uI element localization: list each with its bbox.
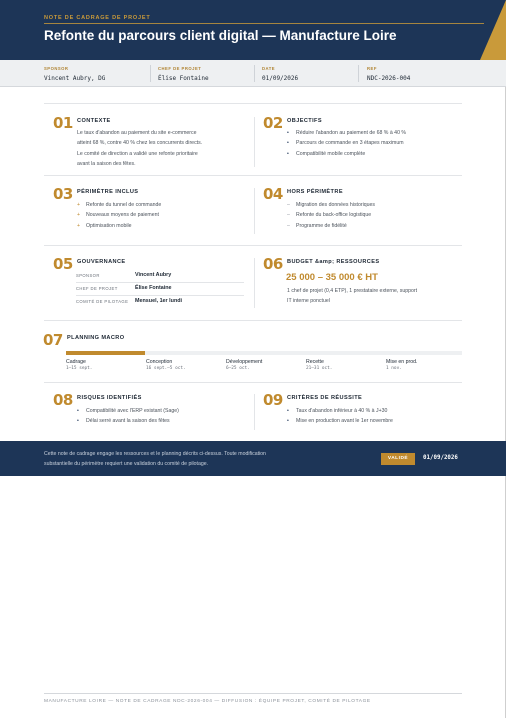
section-title-risques: RISQUES IDENTIFIÉS <box>77 395 142 401</box>
list-item: + Refonte du tunnel de commande <box>77 202 162 208</box>
document-footer: MANUFACTURE LOIRE — NOTE DE CADRAGE NDC-2026-004 — DIFFUSION : ÉQUIPE PROJET, COMITÉ DE PILOTAGE <box>44 699 371 704</box>
meta-separator <box>150 65 151 82</box>
phase-dates: 1–15 sept. <box>66 366 93 371</box>
timeline-phase <box>226 359 306 371</box>
column-divider <box>254 117 255 167</box>
governance-row <box>76 296 244 309</box>
meta-label: CHEF DE PROJET <box>158 66 202 71</box>
meta-separator <box>254 65 255 82</box>
section-number: 01 <box>53 114 73 132</box>
list-item-text: Parcours de commande en 3 étapes maximum <box>296 140 404 147</box>
list-item: • Compatibilité avec l'ERP existant (Sage) <box>77 408 179 414</box>
section-number: 04 <box>263 185 283 203</box>
list-item: + Nouveaux moyens de paiement <box>77 212 159 219</box>
governance-table <box>76 270 244 309</box>
section-number: 02 <box>263 114 283 132</box>
header-rule <box>44 23 484 24</box>
section-number: 07 <box>43 331 63 349</box>
perimetre-list <box>77 200 161 231</box>
list-item: • Mise en production avant le 1er novembre <box>287 418 393 425</box>
meta-label: DATE <box>262 66 276 71</box>
meta-label: REF <box>367 66 377 71</box>
document-header <box>0 0 506 60</box>
approval-band <box>0 441 506 476</box>
list-item-text: Compatibilité mobile complète <box>296 150 366 157</box>
governance-value: Mensuel, 1er lundi <box>135 298 183 304</box>
phase-name: Cadrage <box>66 359 86 365</box>
contexte-line: avant la saison des fêtes. <box>77 161 136 168</box>
column-divider <box>254 258 255 308</box>
list-item-text: Nouveaux moyens de paiement <box>86 212 159 219</box>
section-divider <box>44 103 462 104</box>
meta-date <box>262 66 298 82</box>
list-item: • Réduire l'abandon au paiement de 68 % à 40 % <box>287 130 407 136</box>
meta-reference <box>367 66 410 82</box>
phase-dates: 21–31 oct. <box>306 366 333 371</box>
approval-date: 01/09/2026 <box>423 455 458 461</box>
objectifs-list <box>287 128 406 159</box>
list-item: • Compatibilité mobile complète <box>287 150 366 157</box>
phase-name: Développement <box>226 359 263 365</box>
section-title-objectifs: OBJECTIFS <box>287 118 322 124</box>
meta-separator <box>358 65 359 82</box>
criteres-list <box>287 406 393 427</box>
section-title-hors-perimetre: HORS PÉRIMÈTRE <box>287 189 343 195</box>
list-item: – Programme de fidélité <box>287 222 347 229</box>
governance-key: CHEF DE PROJET <box>76 286 118 291</box>
document-kicker: NOTE DE CADRAGE DE PROJET <box>44 15 151 21</box>
section-divider <box>44 175 462 176</box>
budget-resources-text <box>287 286 462 307</box>
timeline-phase <box>66 359 146 371</box>
meta-value: Vincent Aubry, DG <box>44 75 106 82</box>
section-title-planning: PLANNING MACRO <box>67 335 125 341</box>
list-item-text: Délai serré avant la saison des fêtes <box>86 418 170 425</box>
timeline-progress-fill <box>66 351 145 355</box>
governance-value: Vincent Aubry <box>135 272 172 278</box>
contexte-line: Le taux d'abandon au paiement du site e-commerce <box>77 130 197 136</box>
validated-badge[interactable]: VALIDÉ <box>381 453 415 465</box>
section-divider <box>44 320 462 321</box>
section-number: 06 <box>263 255 283 273</box>
list-item-text: Migration des données historiques <box>296 202 376 208</box>
phase-dates: 1 nov. <box>386 366 402 371</box>
section-divider <box>44 382 462 383</box>
meta-bar <box>0 60 506 87</box>
contexte-text <box>77 128 252 170</box>
governance-key: COMITÉ DE PILOTAGE <box>76 299 129 304</box>
approval-note-line: substantielle du périmètre requiert une validation du comité de pilotage. <box>44 461 209 467</box>
meta-value: 01/09/2026 <box>262 75 299 82</box>
timeline-phase <box>386 359 466 371</box>
timeline-phase <box>146 359 226 371</box>
phase-dates: 6–25 oct. <box>226 366 250 371</box>
section-title-contexte: CONTEXTE <box>77 118 111 124</box>
hors-perimetre-list <box>287 200 375 231</box>
meta-label: SPONSOR <box>44 66 69 71</box>
budget-line: 1 chef de projet (0,4 ETP), 1 prestataire externe, support <box>287 288 418 294</box>
risques-list <box>77 406 179 427</box>
document-title: Refonte du parcours client digital — Manufacture Loire <box>44 28 397 43</box>
section-title-criteres: CRITÈRES DE RÉUSSITE <box>287 395 363 401</box>
section-number: 08 <box>53 391 73 409</box>
column-divider <box>254 394 255 430</box>
timeline-track <box>66 351 462 355</box>
list-item: + Optimisation mobile <box>77 222 132 229</box>
section-title-budget: BUDGET &amp; RESSOURCES <box>287 259 380 265</box>
meta-value: NDC-2026-004 <box>367 75 411 82</box>
column-divider <box>254 188 255 234</box>
phase-name: Conception <box>146 359 173 365</box>
list-item-text: Refonte du tunnel de commande <box>86 202 162 208</box>
header-accent-triangle <box>480 0 506 60</box>
contexte-line: Le comité de direction a validé une refonte prioritaire <box>77 150 198 157</box>
phase-name: Mise en prod. <box>386 359 418 365</box>
contexte-line: atteint 68 %, contre 40 % chez les concurrents directs. <box>77 140 203 147</box>
timeline-phase <box>306 359 386 371</box>
footer-rule <box>44 693 462 694</box>
list-item-text: Optimisation mobile <box>86 222 132 229</box>
section-number: 03 <box>53 185 73 203</box>
list-item-text: Mise en production avant le 1er novembre <box>296 418 393 425</box>
section-title-gouvernance: GOUVERNANCE <box>77 259 126 265</box>
governance-key: SPONSOR <box>76 273 100 278</box>
governance-row <box>76 270 244 283</box>
list-item: – Refonte du back-office logistique <box>287 212 372 219</box>
meta-value: Élise Fontaine <box>158 75 209 82</box>
budget-line: IT interne ponctuel <box>287 298 330 305</box>
governance-value: Élise Fontaine <box>135 285 172 291</box>
section-divider <box>44 245 462 246</box>
section-title-perimetre: PÉRIMÈTRE INCLUS <box>77 189 139 195</box>
phase-dates: 16 sept.–5 oct. <box>146 366 186 371</box>
meta-project-lead <box>158 66 209 82</box>
list-item: – Migration des données historiques <box>287 202 376 208</box>
section-number: 05 <box>53 255 73 273</box>
list-item-text: Compatibilité avec l'ERP existant (Sage) <box>86 408 179 414</box>
list-item-text: Réduire l'abandon au paiement de 68 % à 40 % <box>296 130 407 136</box>
list-item: • Parcours de commande en 3 étapes maximum <box>287 140 404 147</box>
section-number: 09 <box>263 391 283 409</box>
phase-name: Recette <box>306 359 324 365</box>
list-item-text: Programme de fidélité <box>296 222 347 229</box>
list-item-text: Refonte du back-office logistique <box>296 212 372 219</box>
approval-note <box>44 449 344 469</box>
list-item: • Taux d'abandon inférieur à 40 % à J+30 <box>287 408 388 414</box>
governance-row <box>76 283 244 296</box>
budget-amount: 25 000 – 35 000 € HT <box>286 272 378 283</box>
list-item: • Délai serré avant la saison des fêtes <box>77 418 170 425</box>
list-item-text: Taux d'abandon inférieur à 40 % à J+30 <box>296 408 388 414</box>
approval-note-line: Cette note de cadrage engage les ressources et le planning décrits ci-dessus. Toute modification <box>44 451 266 457</box>
meta-sponsor <box>44 66 105 82</box>
